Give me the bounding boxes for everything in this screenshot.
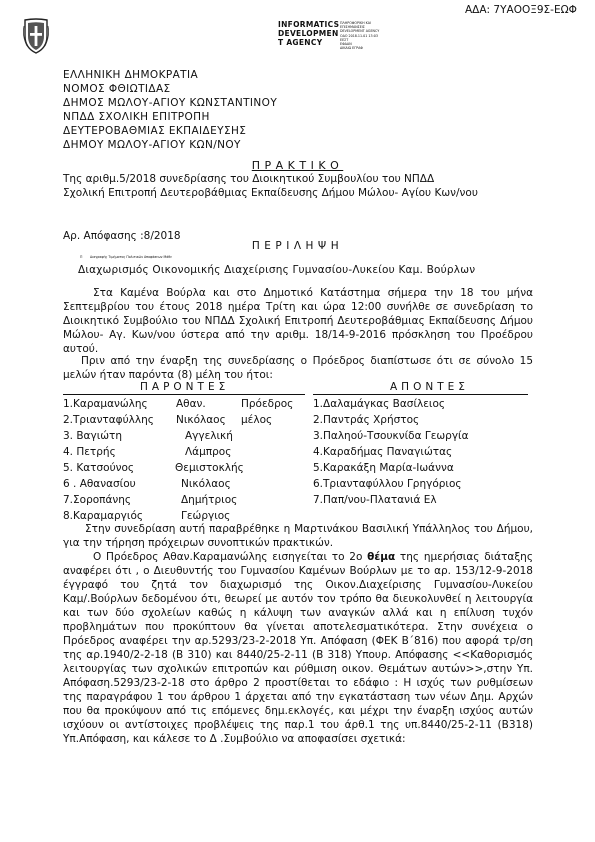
- present-member: 2.Τριανταφύλλης Νικόλαος μέλος: [63, 414, 273, 426]
- paragraph-proposal: Ο Πρόεδρος Αθαν.Καραμανώλης εισηγείται το 2ο θέμα της ημερήσιας διάταξης αναφέρει ότι , ο Διευθυντής του Γυμνασίου Καμένων Βούρλων με το αρ. 153/12-9-2018 έγγραφό του ζητά τον διαχωρισμό της Οικον.Διαχείρισης Γυμνασίου-Λυκείου Καμ/.Βούρλων δεδομένου ότι, θεωρεί με αυτόν τον τρόπο θα διευκολυνθεί η λειτουργία και των δύο σχολείων καθώς η κάλυψη των αναγκών αλλά και η επίλυση τυχόν προβλημάτων που προκύπτουν θα γίνεται αποτελεσματικότερα. Στην συνέχεια ο Πρόεδρος αναφέρει την αρ.5293/23-2-2018 Υπ. Απόφαση (ΦΕΚ Β΄816) που αφορά τρ/ση της αρ.1940/2-2-18 (Β 310) και 8440/25-2-11 (Β 318) Υπουρ. Απόφασης <<Καθορισμός λειτουργίας των σχολικών επιτροπών και ρύθμιση οικον. Θεμάτων αυτών>>,στην Υπ. Απόφαση.5293/23-2-18 στο άρθρο 2 προστίθεται το εδάφιο : Η ισχύς των ρυθμίσεων της παραγράφου 1 του άρθρου 1 άρχεται από την εγκατάσταση των νέων Δημ. Αρχών που θα προκύψουν από τις επόμενες δημ.εκλογές, και μέχρι την έναρξη ισχύος αυτών ισχύουν οι αντίστοιχες προβλέψεις της παρ.1 του άρθ.1 της υπ.8440/25-2-11 (Β318) Υπ.Απόφαση, και κάλεσε το Δ .Συμβούλιο να αποφασίσει σχετικά:: [63, 551, 534, 745]
- present-member: 5. Κατσούνος Θεμιστοκλής: [63, 462, 244, 474]
- letterhead-line: ΔΗΜΟΥ ΜΩΛΟΥ-ΑΓΙΟΥ ΚΩΝ/ΝΟΥ: [63, 139, 241, 151]
- present-member: 8.Καραμαργιός Γεώργιος: [63, 510, 231, 522]
- session-subtitle: [63, 172, 478, 200]
- paragraph-minutes-keeper: Στην συνεδρίαση αυτή παραβρέθηκε η Μαρτινάκου Βασιλική Υπάλληλος του Δήμου, για την τήρηση πρόχειρων συνοπτικών πρακτικών.: [63, 523, 533, 549]
- stamp-line: ΕΦΔΑΝ: [340, 42, 352, 47]
- absent-member: 1.Δαλαμάγκας Βασίλειος: [313, 398, 446, 410]
- document-title: ΠΡΑΚΤΙΚΟ: [251, 159, 344, 172]
- absent-members-list: [313, 396, 469, 508]
- ada-number: ΑΔΑ: 7ΥΑΟΟΞ9Σ-ΕΩΦ: [465, 4, 577, 16]
- letterhead-line: ΕΛΛΗΝΙΚΗ ΔΗΜΟΚΡΑΤΙΑ: [63, 69, 199, 81]
- paragraph-quorum: Πριν από την έναρξη της συνεδρίασης ο Πρόεδρος διαπίστωσε ότι σε σύνολο 15 μελών ήταν παρόντα (8) μέλη του ήτοι:: [63, 355, 533, 381]
- subtitle-line: Της αριθμ.5/2018 συνεδρίασης του Διοικητικού Συμβουλίου του ΝΠΔΔ: [63, 173, 435, 185]
- present-member: 3. Βαγιώτη Αγγελική: [63, 430, 233, 442]
- subtitle-line: Σχολική Επιτροπή Δευτεροβάθμιας Εκπαίδευσης Δήμου Μώλου- Αγίου Κων/νου: [63, 187, 478, 199]
- absent-member: 4.Καραδήμας Παναγιώτας: [313, 446, 453, 458]
- present-member: 6 . Αθανασίου Νικόλαος: [63, 478, 231, 490]
- summary-theme: Διαχωρισμός Οικονομικής Διαχείρισης Γυμνασίου-Λυκείου Καμ. Βούρλων: [78, 264, 476, 276]
- itda-line: DEVELOPMEN: [278, 29, 339, 38]
- letterhead-line: ΝΟΜΟΣ ΦΘΙΩΤΙΔΑΣ: [63, 83, 171, 95]
- absent-member: 5.Καρακάξη Μαρία-Ιωάννα: [313, 462, 454, 474]
- absent-heading: ΑΠΟΝΤΕΣ: [390, 381, 469, 393]
- letterhead-line: ΝΠΔΔ ΣΧΟΛΙΚΗ ΕΠΙΤΡΟΠΗ: [63, 111, 210, 123]
- stamp-line: ΕΠΙΣΗΜΑΝΣΕΙΣ: [340, 25, 365, 30]
- present-member: 7.Σοροπάνης Δημήτριος: [63, 494, 238, 506]
- itda-line: T AGENCY: [278, 38, 323, 47]
- itda-logo: [278, 20, 339, 47]
- digital-signature-stamp: [340, 21, 379, 50]
- stamp-line: ΠΛΗΡΟΦΟΡΙΚΗ ΚΑΙ: [340, 21, 372, 25]
- present-members-list: [63, 396, 313, 524]
- stamp-line: ΟΔΟ 2018.11.01 13:03: [340, 33, 378, 38]
- paragraph-session-opening: Στα Καμένα Βούρλα και στο Δημοτικό Κατάστημα σήμερα την 18 του μήνα Σεπτεμβρίου του έτους 2018 ημέρα Τρίτη και ώρα 12:00 συνήλθε σε συνεδρίαση το Διοικητικό Συμβούλιο του ΝΠΔΔ Σχολική Επιτροπή Δευτεροβάθμιας Εκπαίδευσης Δήμου Μώλου- Αγ. Κων/νου ύστερα από την αριθμ. 18/14-9-2016 πρόσκληση του Προέδρου αυτού.: [63, 287, 533, 355]
- hellenic-coat-of-arms-icon: [22, 18, 50, 54]
- stamp-line: ΔΙΚΑΙΩ ΕΓΡΑΦ: [340, 46, 363, 51]
- decision-number: Αρ. Απόφασης :8/2018: [63, 230, 181, 242]
- absent-heading-underline: [313, 394, 528, 395]
- present-member: 1.Καραμανώλης Αθαν. Πρόεδρος: [63, 398, 294, 410]
- absent-member: 2.Παντράς Χρήστος: [313, 414, 420, 426]
- stamp-line: ΕΕΣΤ: [340, 37, 349, 42]
- itda-line: INFORMATICS: [278, 20, 340, 29]
- absent-member: 7.Παπ/νου-Πλατανιά Ελ: [313, 494, 437, 506]
- summary-heading: ΠΕΡΙΛΗΨΗ: [251, 240, 344, 252]
- letterhead-line: ΔΗΜΟΣ ΜΩΛΟΥ-ΑΓΙΟΥ ΚΩΝΣΤΑΝΤΙΝΟΥ: [63, 97, 278, 109]
- stamp-line: DEVELOPMENT AGENCY: [340, 29, 380, 34]
- present-heading: ΠΑΡΟΝΤΕΣ: [140, 381, 230, 393]
- tiny-bullet: Π: [80, 255, 83, 259]
- present-member: 4. Πετρής Λάμπρος: [63, 446, 232, 458]
- absent-member: 6.Τριανταφύλλου Γρηγόριος: [313, 478, 462, 490]
- tiny-note: Διαγραφής Τιμήματος Πολιτικών Αποφάσεων Μάθε: [90, 255, 172, 259]
- letterhead-line: ΔΕΥΤΕΡΟΒΑΘΜΙΑΣ ΕΚΠΑΙΔΕΥΣΗΣ: [63, 125, 247, 137]
- bold-theme-word: θέμα: [367, 551, 396, 563]
- letterhead: [63, 68, 277, 152]
- absent-member: 3.Παληού-Τσουκνίδα Γεωργία: [313, 430, 469, 442]
- present-heading-underline: [63, 394, 305, 395]
